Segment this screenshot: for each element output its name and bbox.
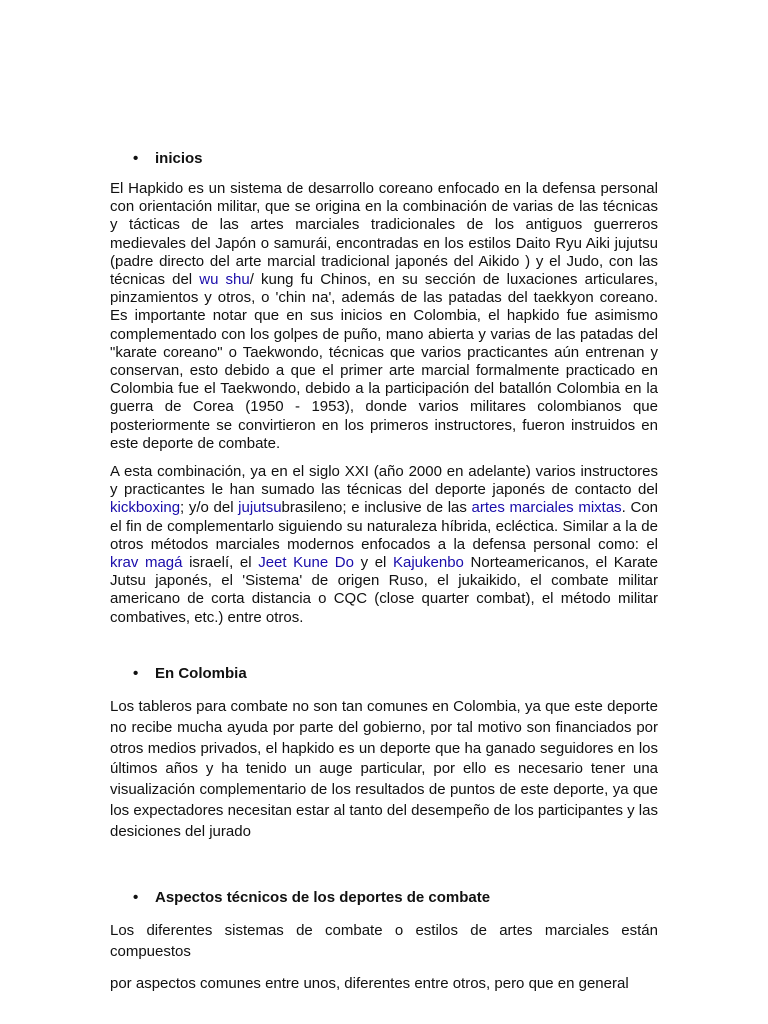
bullet-icon: •: [133, 889, 139, 906]
text-run: brasileno; e inclusive de las: [281, 499, 472, 517]
text-run: Norteamericanos, el Karate Jutsu japonés, el 'Sistema' de origen Ruso, el jukaikido, el combate militar americano de corta distancia o CQC (close quarter combat), el método militar combatives, etc.) entre otros.: [110, 554, 658, 626]
paragraph-combination: [110, 463, 658, 627]
section-heading-colombia: • En Colombia: [133, 665, 247, 682]
inline-link[interactable]: krav magá: [110, 554, 183, 572]
paragraph-tableros: Los tableros para combate no son tan comunes en Colombia, ya que este deporte no recibe mucha ayuda por parte del gobierno, por tal motivo son financiados por otros medios privados, el hapkido es un deporte que ha ganado seguidores en los últimos años y ha tenido un auge particular, por ello es necesario tener una visualización complementario de los resultados de puntos de este deporte, ya que los expectadores necesitan estar al tanto del desempeño de los participantes y las desiciones del jurado: [110, 698, 658, 840]
bullet-icon: •: [133, 150, 139, 167]
bullet-icon: •: [133, 665, 139, 682]
text-run: A esta combinación, ya en el siglo XXI (año 2000 en adelante) varios instructores y practicantes le han sumado las técnicas del deporte japonés de contacto del: [110, 463, 658, 499]
inline-link[interactable]: Kajukenbo: [393, 554, 464, 572]
paragraph-hapkido-origin: [110, 180, 658, 453]
text-run: . Con el fin de complementarlo siguiendo su naturaleza híbrida, ecléctica. Similar a la de otros métodos marciales modernos enfocados a la defensa personal como: el: [110, 499, 658, 553]
inline-link[interactable]: jujutsu: [238, 499, 282, 517]
text-run: y el: [353, 554, 393, 572]
inline-link[interactable]: kickboxing: [110, 499, 181, 517]
inline-link[interactable]: wu shu: [199, 271, 250, 289]
inline-link[interactable]: Jeet Kune Do: [258, 554, 354, 572]
paragraph-sistemas: Los diferentes sistemas de combate o estilos de artes marciales están compuestos: [110, 922, 658, 960]
inline-link[interactable]: artes marciales mixtas: [471, 499, 622, 517]
text-run: El Hapkido es un sistema de desarrollo coreano enfocado en la defensa personal con orientación militar, que se origina en la combinación de varias de las técnicas y tácticas de las artes marciales tradicionales de los antiguos guerreros medievales del Japón o samurái, encontradas en los estilos Daito Ryu Aiki jujutsu (padre directo del arte marcial tradicional japonés del Aikido ) y el Judo, con las técnicas del: [110, 180, 658, 289]
text-run: / kung fu Chinos, en su sección de luxaciones articulares, pinzamientos y otros, o 'chin na', además de las patadas del taekkyon coreano. Es importante notar que en sus inicios en Colombia, el hapkido fue asimismo complementado con los golpes de puño, mano abierta y varias de las patadas del "karate coreano" o Taekwondo, técnicas que varios practicantes aún entrenan y conservan, esto debido a que el primer arte marcial formalmente practicado en Colombia fue el Taekwondo, debido a la participación del batallón Colombia en la guerra de Corea (1950 - 1953), donde varios militares colombianos que posteriormente se convirtieron en los primeros instructores, fueron instruidos en este deporte de combate.: [110, 271, 658, 452]
section-heading-aspectos: • Aspectos técnicos de los deportes de combate: [133, 889, 491, 906]
text-run: israelí, el: [182, 554, 259, 572]
text-run: ; y/o del: [180, 499, 239, 517]
paragraph-aspectos-comunes: por aspectos comunes entre unos, diferentes entre otros, pero que en general: [110, 975, 629, 992]
section-heading-inicios: • inicios: [133, 150, 203, 167]
